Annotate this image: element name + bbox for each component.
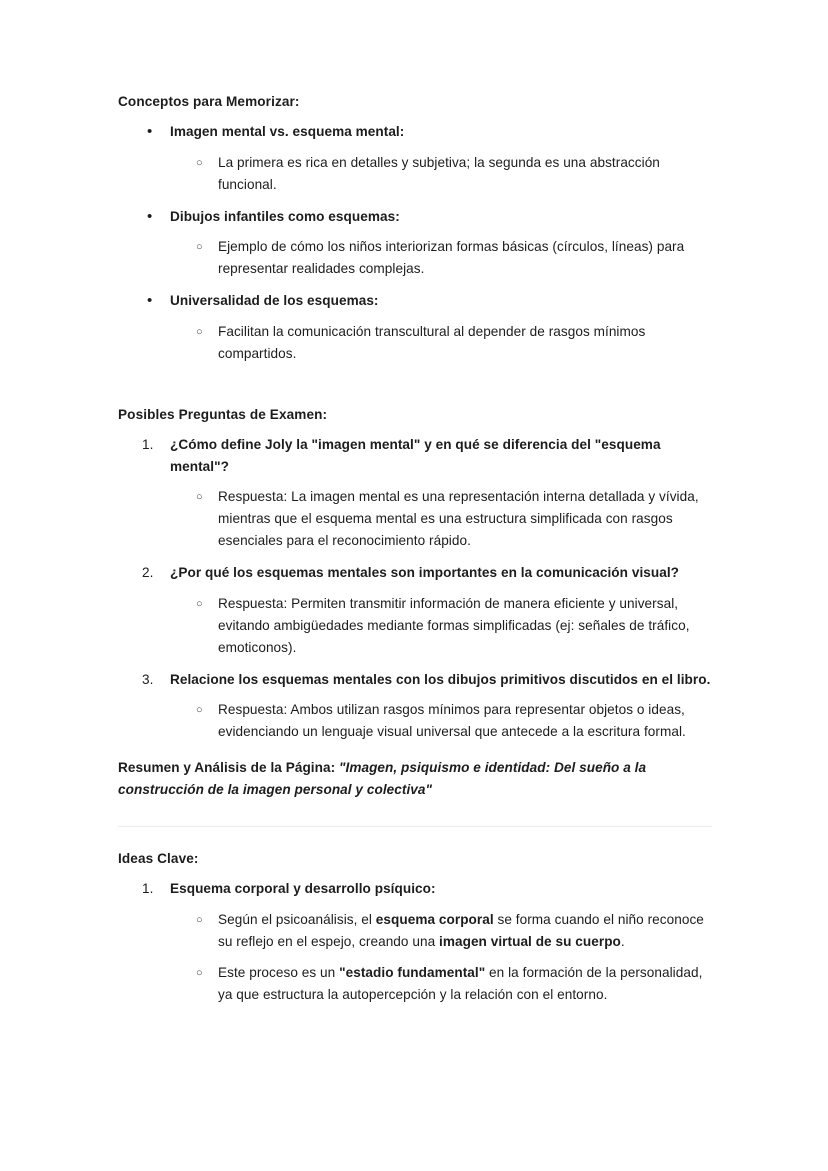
circle-bullet-icon: ○: [196, 597, 203, 610]
circle-bullet-icon: ○: [196, 325, 203, 338]
sublist: [170, 909, 712, 1006]
list-number: 2.: [142, 565, 154, 581]
sublist: [170, 486, 712, 552]
list-item-label: Imagen mental vs. esquema mental:: [170, 124, 405, 140]
answer-text: Respuesta: Permiten transmitir información de manera eficiente y universal, evitando ambigüedades mediante formas simplificadas (ej: señales de tráfico, emoticonos).: [218, 595, 690, 655]
sublist: [170, 236, 712, 280]
question-text: ¿Por qué los esquemas mentales son importantes en la comunicación visual?: [170, 565, 680, 581]
sublist-item: [170, 593, 712, 659]
section-heading-conceptos: Conceptos para Memorizar:: [118, 94, 300, 109]
section-conceptos: [118, 92, 712, 365]
sublist-item-text: Ejemplo de cómo los niños interiorizan formas básicas (círculos, líneas) para representar realidades complejas.: [218, 239, 685, 277]
list-item: [118, 669, 712, 744]
section-ideas-clave: [118, 849, 712, 1006]
sublist-item-text: Facilitan la comunicación transcultural al depender de rasgos mínimos compartidos.: [218, 323, 646, 361]
preguntas-list: [118, 434, 712, 743]
resumen-title: "Imagen, psiquismo e identidad: Del sueño a la construcción de la imagen personal y colectiva": [118, 760, 647, 797]
list-item: [118, 290, 712, 365]
resumen-paragraph: [118, 757, 712, 800]
question-text: Relacione los esquemas mentales con los dibujos primitivos discutidos en el libro.: [170, 671, 711, 687]
section-heading-preguntas: Posibles Preguntas de Examen:: [118, 406, 328, 422]
resumen-lead: Resumen y Análisis de la Página:: [118, 760, 336, 776]
sublist-item: [170, 321, 712, 365]
bullet-icon: •: [147, 292, 153, 310]
section-divider: [118, 826, 712, 827]
section-heading-ideas-clave: Ideas Clave:: [118, 851, 199, 867]
list-item: [118, 206, 712, 281]
sublist-item: [170, 152, 712, 196]
document-content: [118, 92, 712, 1006]
bullet-icon: •: [147, 123, 153, 141]
sublist-item: [170, 909, 712, 953]
sublist-item: [170, 962, 712, 1006]
circle-bullet-icon: ○: [196, 704, 203, 717]
list-item: [118, 562, 712, 659]
sublist-item-text: Este proceso es un "estadio fundamental" en la formación de la personalidad, ya que estructura la autopercepción y la relación con el entorno.: [218, 964, 703, 1002]
list-item: [118, 878, 712, 1006]
conceptos-list: [118, 121, 712, 365]
bullet-icon: •: [147, 207, 153, 225]
circle-bullet-icon: ○: [196, 491, 203, 504]
list-number: 3.: [142, 671, 154, 687]
sublist: [170, 593, 712, 659]
list-item-label: Universalidad de los esquemas:: [170, 293, 379, 309]
sublist-item-text: La primera es rica en detalles y subjetiva; la segunda es una abstracción funcional.: [218, 154, 660, 192]
section-preguntas: [118, 405, 712, 743]
circle-bullet-icon: ○: [196, 966, 203, 979]
sublist: [170, 699, 712, 743]
sublist: [170, 152, 712, 196]
list-number: 1.: [142, 437, 154, 453]
answer-text: Respuesta: Ambos utilizan rasgos mínimos para representar objetos o ideas, evidenciando un lenguaje visual universal que antecede a la escritura formal.: [218, 702, 686, 740]
sublist-item: [170, 699, 712, 743]
list-item: [118, 434, 712, 552]
sublist: [170, 321, 712, 365]
list-item-label: Dibujos infantiles como esquemas:: [170, 208, 400, 224]
list-item-label: Esquema corporal y desarrollo psíquico:: [170, 881, 436, 897]
answer-text: Respuesta: La imagen mental es una representación interna detallada y vívida, mientras que el esquema mental es una estructura simplificada con rasgos esenciales para el reconocimiento rápido.: [218, 489, 699, 549]
circle-bullet-icon: ○: [196, 156, 203, 169]
sublist-item: [170, 486, 712, 552]
sublist-item: [170, 236, 712, 280]
circle-bullet-icon: ○: [196, 913, 203, 926]
list-item: [118, 121, 712, 196]
circle-bullet-icon: ○: [196, 241, 203, 254]
sublist-item-text: Según el psicoanálisis, el esquema corporal se forma cuando el niño reconoce su reflejo en el espejo, creando una imagen virtual de su cuerpo.: [218, 911, 704, 949]
section-spacer: [118, 365, 712, 405]
ideas-clave-list: [118, 878, 712, 1006]
question-text: ¿Cómo define Joly la "imagen mental" y en qué se diferencia del "esquema mental"?: [170, 437, 661, 474]
list-number: 1.: [142, 881, 154, 897]
